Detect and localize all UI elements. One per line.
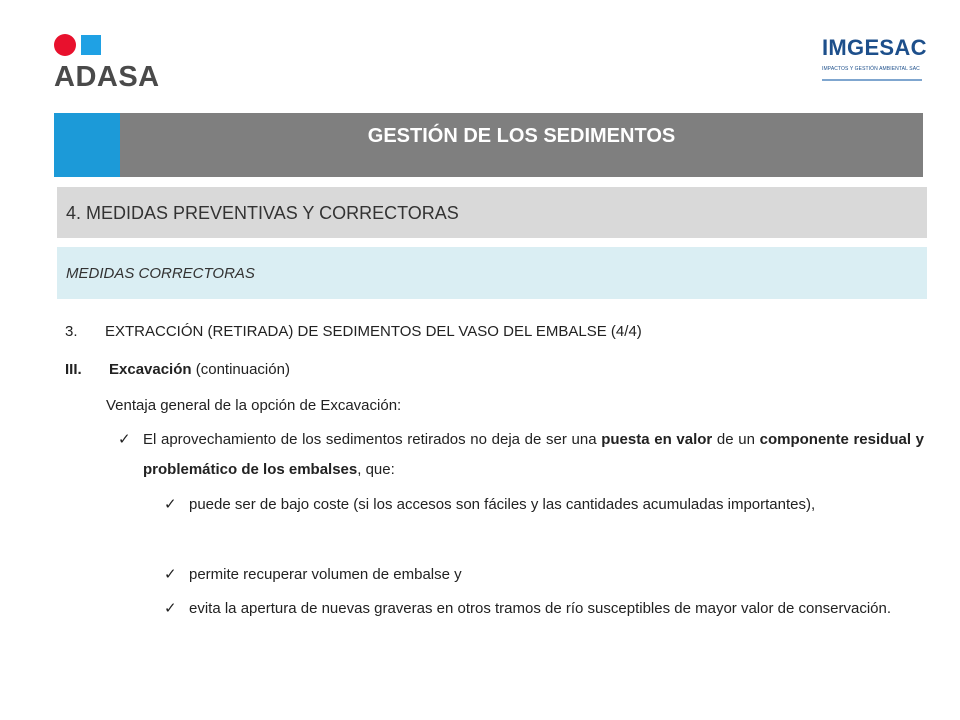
sub-bullet (164, 594, 918, 624)
main-bullet-text (143, 425, 924, 485)
intro-text: Ventaja general de la opción de Excavación: (106, 397, 402, 414)
sub-bullet (164, 560, 918, 590)
roman-item-suffix: (continuación) (191, 361, 290, 378)
imgesac-logo-text: IMGESAC (822, 35, 927, 60)
bullet-text-part: , que: (357, 461, 395, 478)
bullet-text-part: de un (712, 431, 760, 448)
item-number: 3. (65, 323, 78, 340)
adasa-logo (54, 34, 160, 92)
title-bar (54, 113, 923, 177)
adasa-logo-mark (54, 34, 160, 56)
adasa-logo-text: ADASA (54, 61, 160, 93)
blue-square-icon (81, 35, 101, 55)
imgesac-underline (822, 79, 922, 81)
title-accent-block (54, 113, 120, 177)
section-header (57, 187, 927, 238)
check-icon: ✓ (118, 431, 131, 448)
red-dot-icon (54, 34, 76, 56)
subsection-header (57, 247, 927, 299)
check-icon: ✓ (164, 566, 177, 583)
sub-bullet-text: puede ser de bajo coste (si los accesos son fáciles y las cantidades acumuladas importantes), (189, 496, 816, 513)
roman-numeral: III. (65, 361, 82, 378)
imgesac-tagline: IMPACTOS Y GESTIÓN AMBIENTAL SAC (822, 66, 920, 72)
sub-bullet-text: evita la apertura de nuevas graveras en otros tramos de río susceptibles de mayor valor de conservación. (189, 600, 892, 617)
check-icon: ✓ (164, 600, 177, 617)
bullet-emphasis: puesta en valor (601, 431, 713, 448)
imgesac-logo (822, 36, 926, 81)
bullet-text-part: El aprovechamiento de los sedimentos retirados no deja de ser una (143, 431, 602, 448)
main-bullet (118, 425, 924, 485)
page-title: GESTIÓN DE LOS SEDIMENTOS (367, 125, 676, 147)
bullet-emphasis: componente residual y problemático de los embalses (143, 431, 924, 478)
subsection-title: MEDIDAS CORRECTORAS (66, 265, 255, 282)
check-icon: ✓ (164, 496, 177, 513)
sub-bullet (164, 490, 918, 520)
section-title: 4. MEDIDAS PREVENTIVAS Y CORRECTORAS (66, 203, 459, 223)
roman-item-title: Excavación (109, 361, 192, 378)
roman-item (65, 359, 290, 381)
item-text: EXTRACCIÓN (RETIRADA) DE SEDIMENTOS DEL VASO DEL EMBALSE (4/4) (105, 323, 642, 340)
sub-bullet-text: permite recuperar volumen de embalse y (189, 566, 462, 583)
numbered-item (65, 320, 642, 344)
